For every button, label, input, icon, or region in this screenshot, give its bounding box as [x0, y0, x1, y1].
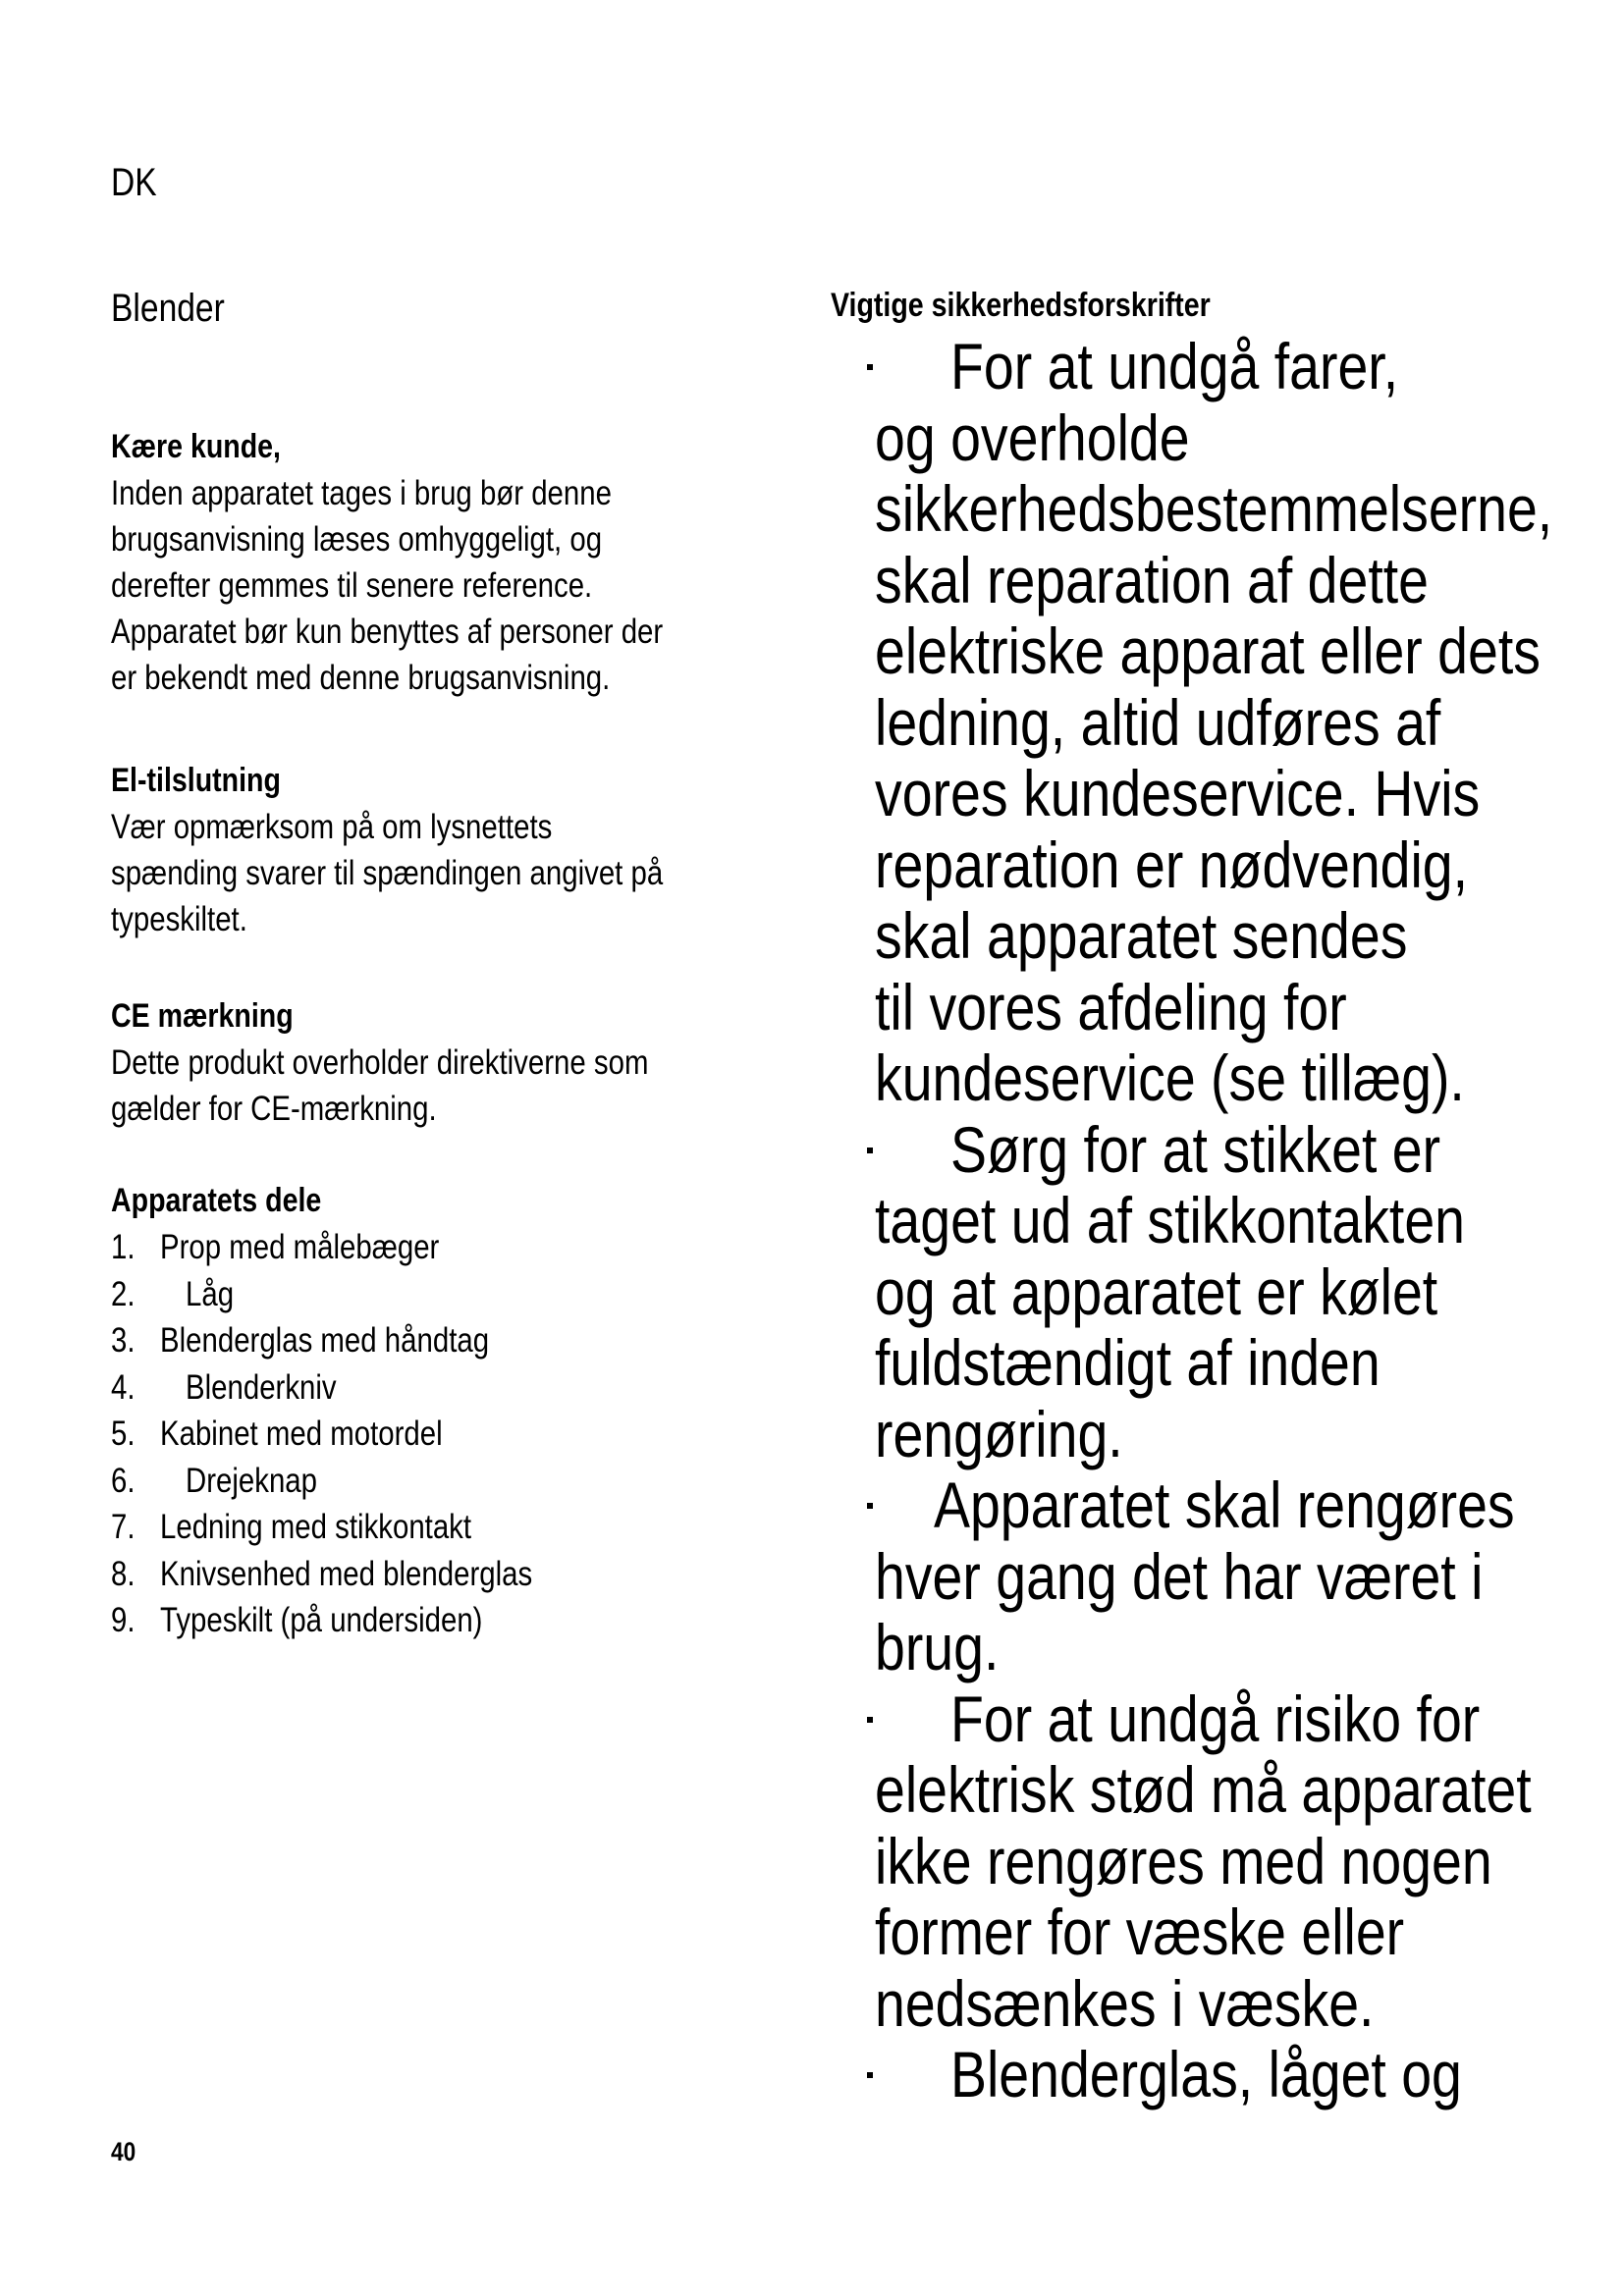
safety-line: elektrisk stød må apparatet	[875, 1753, 1532, 1826]
safety-line: ledning, altid udføres af	[875, 685, 1441, 759]
safety-line: til vores afdeling for	[875, 970, 1347, 1043]
list-number: 6.	[111, 1461, 135, 1500]
intro-section	[111, 424, 768, 701]
safety-line: taget ud af stikkontakten	[875, 1184, 1465, 1256]
intro-heading: Kære kunde,	[111, 428, 282, 465]
bullet-icon	[867, 1503, 873, 1509]
safety-item-first-line: For at undgå farer,	[875, 331, 1624, 402]
list-item	[111, 1224, 440, 1271]
list-number: 5.	[111, 1415, 135, 1453]
list-number: 1.	[111, 1228, 135, 1266]
list-number: 8.	[111, 1554, 135, 1593]
list-number: 4.	[111, 1367, 135, 1407]
safety-item-first-line: Apparatet skal rengøres	[875, 1469, 1624, 1541]
list-text: Låg	[186, 1274, 235, 1313]
safety-line: former for væske eller	[875, 1896, 1405, 1968]
bullet-icon	[867, 1717, 873, 1723]
intro-line: Inden apparatet tages i brug bør denne	[111, 474, 612, 512]
bullet-icon	[867, 2072, 873, 2078]
list-item	[111, 1504, 472, 1551]
list-item	[111, 1317, 490, 1364]
safety-line: elektriske apparat eller dets	[875, 614, 1541, 687]
intro-line: brugsanvisning læses omhyggeligt, og	[111, 520, 603, 559]
safety-line: nedsænkes i væske.	[875, 1966, 1375, 2040]
safety-line: brug.	[875, 1611, 1000, 1683]
safety-line: og overholde	[875, 400, 1190, 474]
safety-line: skal apparatet sendes	[875, 899, 1408, 972]
safety-list	[875, 331, 1624, 2110]
bullet-icon	[867, 364, 873, 370]
list-text: Blenderkniv	[186, 1367, 337, 1407]
list-item	[111, 1597, 483, 1644]
page-number: 40	[111, 2137, 136, 2166]
list-item	[111, 1458, 361, 1505]
list-text: Kabinet med motordel	[160, 1415, 443, 1453]
safety-line: og at apparatet er kølet	[875, 1255, 1438, 1328]
parts-list	[111, 1224, 533, 1644]
ce-section	[111, 993, 751, 1132]
list-item	[111, 1551, 533, 1598]
electrical-heading: El-tilslutning	[111, 762, 281, 799]
parts-section	[111, 1178, 533, 1644]
electrical-line: spænding svarer til spændingen angivet på	[111, 854, 664, 892]
list-text: Drejeknap	[186, 1461, 318, 1500]
list-text: Typeskilt (på undersiden)	[160, 1601, 483, 1639]
list-text: Knivsenhed med blenderglas	[160, 1554, 533, 1593]
list-text: Blenderglas med håndtag	[160, 1321, 490, 1360]
safety-line: ikke rengøres med nogen	[875, 1824, 1492, 1897]
ce-line: gælder for CE-mærkning.	[111, 1090, 437, 1128]
safety-item-first-line: Blenderglas, låget og	[875, 2039, 1624, 2110]
list-item	[111, 1364, 361, 1412]
safety-line: kundeservice (se tillæg).	[875, 1041, 1465, 1114]
parts-heading: Apparatets dele	[111, 1182, 322, 1219]
list-item	[111, 1271, 361, 1318]
electrical-line: Vær opmærksom på om lysnettets	[111, 808, 553, 846]
language-code: DK	[111, 161, 157, 204]
list-number: 3.	[111, 1321, 135, 1360]
list-item	[111, 1411, 443, 1458]
ce-line: Dette produkt overholder direktiverne som	[111, 1043, 649, 1082]
intro-line: Apparatet bør kun benyttes af personer der	[111, 613, 664, 651]
list-text: Prop med målebæger	[160, 1228, 440, 1266]
list-number: 9.	[111, 1601, 135, 1639]
safety-item-first-line: For at undgå risiko for	[875, 1683, 1624, 1755]
safety-line: vores kundeservice. Hvis	[875, 757, 1481, 829]
list-text: Ledning med stikkontakt	[160, 1508, 472, 1546]
list-number: 7.	[111, 1508, 135, 1546]
bullet-icon	[867, 1148, 873, 1153]
safety-line: reparation er nødvendig,	[875, 828, 1469, 901]
ce-heading: CE mærkning	[111, 997, 294, 1035]
safety-line: skal reparation af dette	[875, 543, 1429, 616]
safety-heading: Vigtige sikkerhedsforskrifter	[831, 287, 1211, 324]
safety-line: fuldstændigt af inden	[875, 1326, 1380, 1399]
intro-line: er bekendt med denne brugsanvisning.	[111, 659, 611, 697]
safety-line: hver gang det har været i	[875, 1539, 1484, 1613]
list-number: 2.	[111, 1274, 135, 1313]
electrical-line: typeskiltet.	[111, 900, 247, 938]
electrical-section	[111, 758, 768, 942]
safety-line: rengøring.	[875, 1397, 1123, 1470]
safety-line: sikkerhedsbestemmelserne,	[875, 472, 1553, 545]
intro-line: derefter gemmes til senere reference.	[111, 566, 593, 605]
document-title: Blender	[111, 287, 225, 330]
safety-item-first-line: Sørg for at stikket er	[875, 1114, 1624, 1186]
